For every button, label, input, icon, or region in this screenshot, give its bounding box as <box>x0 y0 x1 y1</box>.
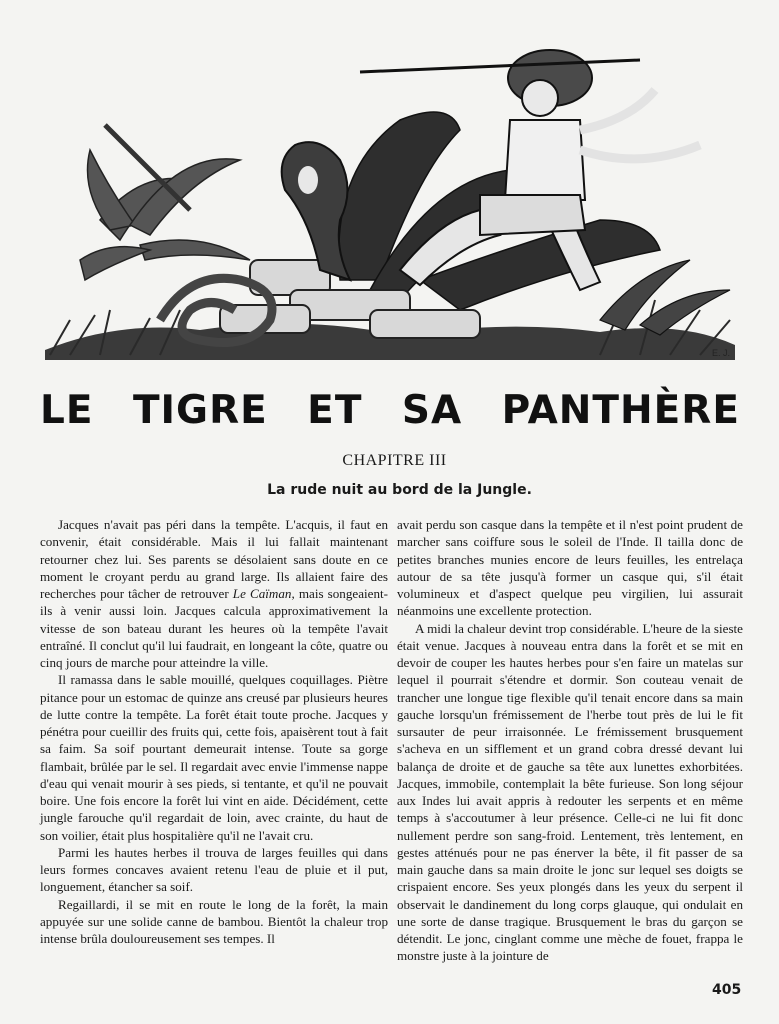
title-word-2: TIGRE <box>132 388 268 433</box>
title-word-3: ET <box>307 388 363 433</box>
paragraph <box>40 516 388 671</box>
page-number: 405 <box>712 982 742 998</box>
artist-signature: E. J. <box>712 348 731 358</box>
boat-name: Le Caïman, <box>232 586 295 601</box>
title-word-5: PANTHÈRE <box>501 388 740 433</box>
paragraph: Il ramassa dans le sable mouillé, quelques coquillages. Piètre pitance pour un estomac de quinze ans creusé par plusieurs heures de lutte contre la tempête. La forêt était toute proche. Jacques y pénétra pour cueillir des fruits qui, cette fois, apaisèrent tout à fait sa faim. Sa soif pourtant demeurait intense. Toute sa gorge flambait, brûlée par le sel. Il regardait avec envie l'immense nappe d'eau qui venait mourir à ses pieds, si tentante, et qu'il ne pouvait boire. Une fois encore la forêt lui vint en aide. Décidément, cette jungle farouche qu'il regardait de loin, avec crainte, du haut de son voilier, était plus hospitalière qu'il ne l'avait cru. <box>40 672 388 843</box>
text-column-left <box>40 516 388 947</box>
paragraph-text: mais songeaient-ils à venir aussi loin. Jacques calcula approximativement la vitesse de son bateau durant les heures où la tempête l'avait entraîné. Il conclut qu'il lui faudrait, en longeant la côte, quatre ou cinq jours de marche pour atteindre la ville. <box>40 586 389 670</box>
paragraph: Regaillardi, il se mit en route le long de la forêt, la main appuyée sur une solide canne de bambou. Bientôt la chaleur trop intense brûla douloureusement ses tempes. Il <box>40 896 388 946</box>
text-column-right <box>397 516 743 965</box>
title-word-1: LE <box>40 388 94 433</box>
chapter-heading: CHAPITRE III <box>342 452 447 469</box>
paragraph-text: Jacques n'avait pas péri dans la tempête. L'acquis, il faut en convenir, était considérable. Mais il lui fallait maintenant retourner chez lui. Ses parents se désolaient sans doute en ce moment le croyant perdu au grand large. Ils allaient faire des recherches pour tâcher de retrouver <box>40 517 388 601</box>
jungle-illustration <box>40 20 740 365</box>
chapter-subtitle: La rude nuit au bord de la Jungle. <box>267 482 532 498</box>
article-title <box>40 388 740 433</box>
paragraph: A midi la chaleur devint trop considérable. L'heure de la sieste était venue. Jacques à nouveau entra dans la forêt et se mit en devoir de couper les hautes herbes pour s'en faire un matelas sur lequel il pourrait s'étendre et dormir. Son couteau venait de trancher une longue tige flexible qu'il tenait encore dans sa main gauche lorsqu'un frémissement de l'herbe tout près de lui le fit sursauter de peur irraisonnée. Le frémissement brusquement s'acheva en un sifflement et un grand cobra dressé devant lui balança de droite et de gauche sa tête aux lunettes exhorbitées. Jacques, immobile, contemplait la bête furieuse. Son long séjour aux Indes lui avait appris à redouter les serpents et en même temps à s'accoutumer à leur présence. Celle-ci ne lui fit donc nullement perdre son sang-froid. Lentement, très lentement, en gestes atténués pour ne pas énerver la bête, il fit passer de sa main gauche dans sa main droite le jonc sur lequel ses doigts se crispaient encore. Ses yeux plongés dans les yeux du serpent il observait le dandinement du long corps glauque, qui ondulait en une sorte de danse tragique. Brusquement le bras du garçon se détendit. Le jonc, cinglant comme une mèche de fouet, frappa le monstre juste à la jointure de <box>397 620 743 964</box>
paragraph: Parmi les hautes herbes il trouva de larges feuilles qui dans leurs formes concaves avaient retenu l'eau de pluie et il put, longuement, étancher sa soif. <box>40 844 388 895</box>
paragraph: avait perdu son casque dans la tempête et il n'est point prudent de marcher sans coiffure sous le soleil de l'Inde. Il tailla donc de petites branches munies encore de leurs feuilles, les entrelaça autour de sa tête jusqu'à former un casque qui, s'il était volumineux et d'aspect quelque peu virgilien, lui assurait néanmoins une excellente protection. <box>397 517 743 619</box>
title-word-4: SA <box>401 388 463 433</box>
